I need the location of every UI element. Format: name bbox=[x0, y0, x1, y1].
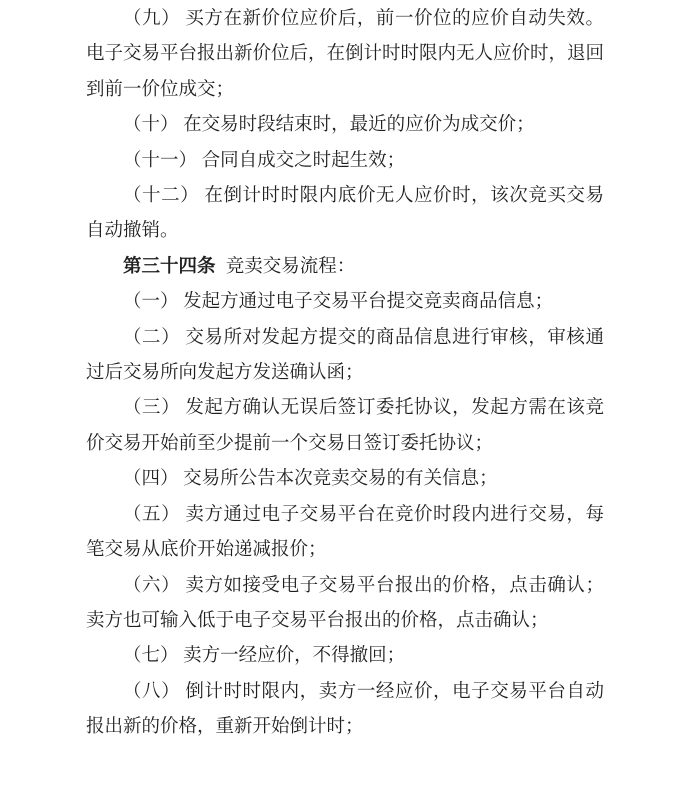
clause-item-6: （六） 卖方如接受电子交易平台报出的价格，点击确认；卖方也可输入低于电子交易平台报出的价格，点击确认； bbox=[86, 575, 604, 631]
article-heading bbox=[86, 250, 604, 285]
clause-item-11: （十一） 合同自成交之时起生效； bbox=[123, 150, 406, 171]
clause-item-5: （五） 卖方通过电子交易平台在竞价时段内进行交易，每笔交易从底价开始递减报价； bbox=[86, 504, 604, 561]
clause-item-4: （四） 交易所公告本次竞卖交易的有关信息； bbox=[123, 469, 498, 490]
clause-item-10: （十） 在交易时段结束时，最近的应价为成交价； bbox=[123, 115, 535, 136]
clause-item-3: （三） 发起方确认无误后签订委托协议，发起方需在该竞价交易开始前至少提前一个交易日签订委托协议； bbox=[86, 398, 604, 454]
document-text-block bbox=[86, 0, 604, 746]
article-number: 第三十四条 bbox=[123, 256, 216, 277]
clause-item-12: （十二） 在倒计时时限内底价无人应价时，该次竞买交易自动撤销。 bbox=[86, 186, 604, 242]
clause-item-2: （二） 交易所对发起方提交的商品信息进行审核，审核通过后交易所向发起方发送确认函； bbox=[86, 327, 604, 384]
clause-item-9: （九） 买方在新价位应价后，前一价位的应价自动失效。电子交易平台报出新价位后，在倒计时时限内无人应价时，退回到前一价位成交； bbox=[86, 9, 605, 100]
clause-item-7: （七） 卖方一经应价，不得撤回； bbox=[123, 646, 406, 667]
clause-item-8: （八） 倒计时时限内，卖方一经应价，电子交易平台自动报出新的价格，重新开始倒计时； bbox=[86, 681, 604, 738]
article-title: 竞卖交易流程： bbox=[225, 256, 356, 277]
clause-item-1: （一） 发起方通过电子交易平台提交竞卖商品信息； bbox=[123, 292, 554, 313]
